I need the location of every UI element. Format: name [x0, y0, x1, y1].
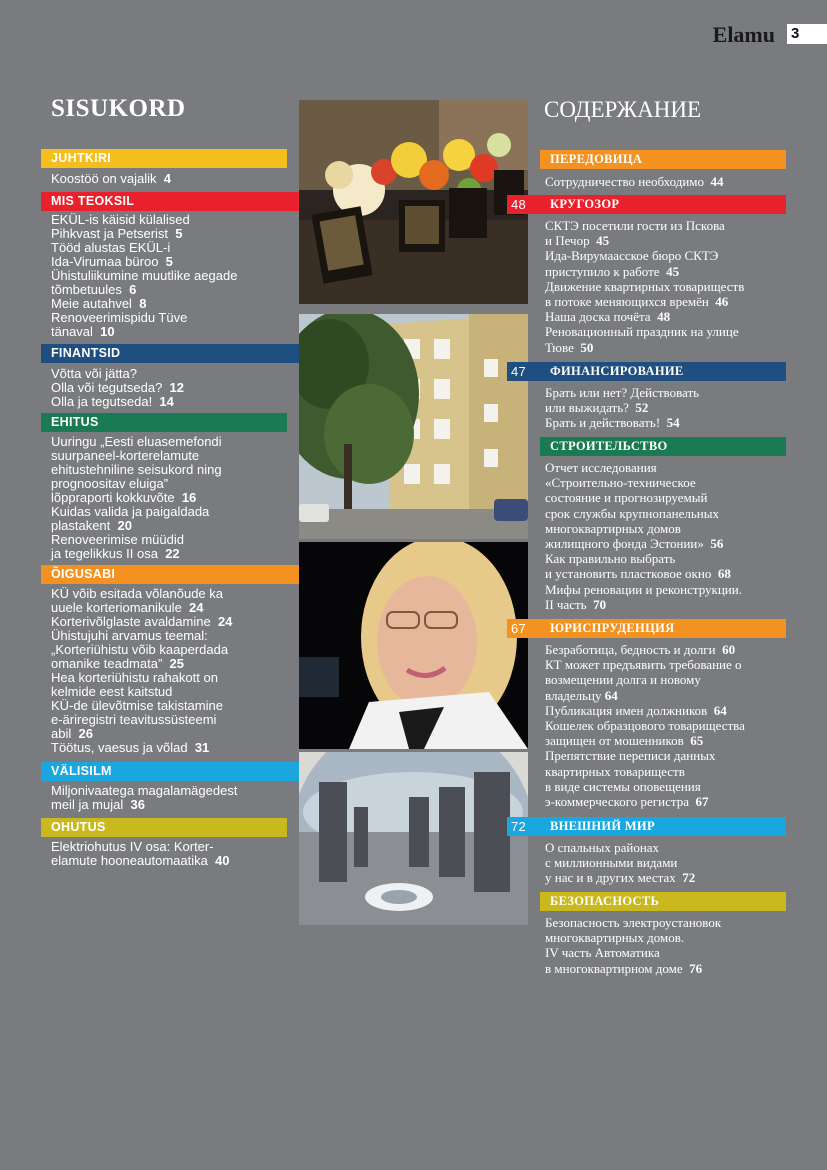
- toc-entry[interactable]: возмещении долга и новому: [545, 672, 701, 688]
- toc-entry[interactable]: в многоквартирном доме 76: [545, 960, 703, 976]
- section-heading: FINANTSID: [51, 346, 121, 360]
- et-section-juhtkiri-items: [51, 172, 291, 186]
- ru-section-krugozor-items: [545, 218, 790, 355]
- section-heading: ЮРИСПРУДЕНЦИЯ: [550, 621, 675, 635]
- toc-entry[interactable]: IV часть Автоматика: [545, 945, 660, 961]
- photo-page-number: 67: [511, 621, 527, 636]
- section-heading: БЕЗОПАСНОСТЬ: [550, 894, 660, 908]
- toc-entry[interactable]: с миллионными видами: [545, 855, 678, 871]
- toc-entry[interactable]: „Korteriühistu võib kaaperdada: [51, 642, 229, 657]
- et-section-finantsid[interactable]: [41, 344, 320, 363]
- et-section-finantsid-items: [51, 367, 291, 409]
- building-photo: [299, 314, 528, 539]
- et-section-valisilm-items: [51, 784, 291, 812]
- toc-entry[interactable]: Сотрудничество необходимо 44: [545, 174, 724, 189]
- toc-entry[interactable]: Кошелек образцового товарищества: [545, 718, 745, 734]
- city-view-photo: [299, 752, 528, 925]
- toc-title-estonian: SISUKORD: [51, 95, 186, 122]
- section-heading: СТРОИТЕЛЬСТВО: [550, 439, 668, 453]
- toc-entry[interactable]: КТ может предъявить требование о: [545, 657, 742, 673]
- photo-page-number: 72: [511, 819, 527, 834]
- toc-entry[interactable]: Renoveerimise müüdid: [51, 532, 184, 547]
- toc-entry[interactable]: Безработица, бедность и долги 60: [545, 642, 736, 657]
- toc-entry[interactable]: Ида-Вирумаасское бюро СКТЭ: [545, 248, 719, 264]
- toc-entry[interactable]: О спальных районах: [545, 840, 660, 855]
- toc-entry[interactable]: II часть 70: [545, 596, 607, 612]
- toc-entry[interactable]: Elektriohutus IV osa: Korter-: [51, 839, 214, 854]
- toc-entry[interactable]: владельцу 64: [545, 687, 618, 703]
- ru-section-finansirovanie[interactable]: [507, 362, 786, 381]
- toc-entry[interactable]: Koostöö on vajalik 4: [51, 171, 171, 186]
- et-section-oigusabi-items: [51, 587, 291, 755]
- toc-title-russian: СОДЕРЖАНИЕ: [544, 97, 702, 122]
- section-heading: VÄLISILM: [51, 764, 112, 778]
- toc-entry[interactable]: Hea korteriühistu rahakott on: [51, 670, 218, 685]
- toc-entry[interactable]: Ühistuliikumine muutlike aegade: [51, 268, 238, 283]
- toc-entry[interactable]: tõmbetuules 6: [51, 282, 137, 297]
- section-heading: OHUTUS: [51, 820, 106, 834]
- toc-entry[interactable]: prognoositav eluiga”: [51, 476, 169, 491]
- toc-entry[interactable]: tänaval 10: [51, 324, 115, 339]
- toc-entry[interactable]: состояние и прогнозируемый: [545, 490, 708, 506]
- woman-photo: [299, 542, 528, 749]
- toc-entry[interactable]: uuele korteriomanikule 24: [51, 600, 204, 615]
- et-section-oigusabi[interactable]: [41, 565, 320, 584]
- toc-entry[interactable]: Meie autahvel 8: [51, 296, 147, 311]
- toc-entry[interactable]: Препятствие переписи данных: [545, 748, 716, 764]
- toc-entry[interactable]: Движение квартирных товариществ: [545, 278, 745, 294]
- et-section-valisilm[interactable]: [41, 762, 320, 781]
- ru-section-bezopasnost-items: [545, 915, 790, 976]
- toc-entry[interactable]: Наша доска почёта 48: [545, 309, 671, 325]
- photo-page-number: 47: [511, 364, 527, 379]
- toc-entry[interactable]: elamute hooneautomaatika 40: [51, 853, 230, 868]
- toc-entry[interactable]: ja tegelikkus II osa 22: [51, 546, 180, 561]
- toc-entry[interactable]: Uuringu „Eesti eluasemefondi: [51, 434, 222, 449]
- toc-entry[interactable]: Tööd alustas EKÜL-i: [51, 240, 171, 255]
- toc-entry[interactable]: Брать или нет? Действовать: [545, 385, 700, 400]
- magazine-brand: Elamu: [712, 22, 775, 47]
- toc-entry[interactable]: э-коммерческого регистра 67: [545, 794, 709, 810]
- et-section-ehitus-items: [51, 435, 291, 561]
- toc-entry[interactable]: и Печор 45: [545, 233, 610, 249]
- toc-entry[interactable]: СКТЭ посетили гости из Пскова: [545, 218, 725, 233]
- ru-section-bezopasnost[interactable]: [540, 892, 786, 911]
- toc-entry[interactable]: многоквартирных домов: [545, 520, 681, 536]
- toc-entry[interactable]: жилищного фонда Эстонии» 56: [545, 536, 724, 552]
- toc-entry[interactable]: в потоке меняющихся времён 46: [545, 294, 729, 310]
- toc-entry[interactable]: Renoveerimispidu Tüve: [51, 310, 188, 325]
- et-section-ohutus-items: [51, 840, 291, 868]
- section-heading: EHITUS: [51, 415, 99, 429]
- toc-entry[interactable]: многоквартирных домов.: [545, 930, 685, 946]
- toc-entry[interactable]: у нас и в других местах 72: [545, 870, 696, 886]
- toc-entry[interactable]: Отчет исследования: [545, 460, 657, 475]
- ru-section-vneshniy-mir[interactable]: [507, 817, 786, 836]
- photo-page-number: 48: [511, 197, 527, 212]
- awards-photo: [299, 100, 528, 304]
- toc-entry[interactable]: suurpaneel-korterelamute: [51, 448, 200, 463]
- section-heading: ПЕРЕДОВИЦА: [550, 152, 643, 166]
- toc-entry[interactable]: срок службы крупнопанельных: [545, 505, 719, 521]
- toc-entry[interactable]: Публикация имен должников 64: [545, 702, 727, 718]
- toc-entry[interactable]: защищен от мошенников 65: [545, 733, 704, 749]
- ru-section-stroitelstvo[interactable]: [540, 437, 786, 456]
- section-heading: MIS TEOKSIL: [51, 194, 135, 208]
- ru-section-yurisprudentsiya-items: [545, 642, 790, 809]
- ru-section-peredovitsa-items: [545, 174, 790, 189]
- toc-entry[interactable]: abil 26: [51, 726, 93, 741]
- toc-entry[interactable]: Olla või tegutseda? 12: [51, 380, 184, 395]
- toc-entry[interactable]: meil ja mujal 36: [51, 797, 145, 812]
- toc-entry[interactable]: Брать и действовать! 54: [545, 415, 680, 431]
- toc-entry[interactable]: приступило к работе 45: [545, 263, 680, 279]
- page-number: 3: [787, 24, 827, 44]
- toc-entry[interactable]: plastakent 20: [51, 518, 132, 533]
- section-heading: ВНЕШНИЙ МИР: [550, 819, 655, 833]
- toc-entry[interactable]: KÜ võib esitada võlanõude ka: [51, 586, 224, 601]
- toc-entry[interactable]: Korterivõlglaste avaldamine 24: [51, 614, 233, 629]
- toc-entry[interactable]: omanike teadmata” 25: [51, 656, 184, 671]
- toc-entry[interactable]: Как правильно выбрать: [545, 551, 676, 567]
- toc-entry[interactable]: Безопасность электроустановок: [545, 915, 722, 930]
- et-section-ohutus[interactable]: [41, 818, 287, 837]
- toc-entry[interactable]: Ida-Virumaa büroo 5: [51, 254, 173, 269]
- ru-section-finansirovanie-items: [545, 385, 790, 431]
- toc-entry[interactable]: Мифы реновации и реконструкции.: [545, 581, 742, 597]
- toc-entry[interactable]: Ühistujuhi arvamus teemal:: [51, 628, 208, 643]
- toc-entry[interactable]: lõppraporti kokkuvõte 16: [51, 490, 197, 505]
- et-section-ehitus[interactable]: [41, 413, 287, 432]
- ru-section-peredovitsa[interactable]: [540, 150, 786, 169]
- toc-entry[interactable]: Kuidas valida ja paigaldada: [51, 504, 210, 519]
- toc-entry[interactable]: Võtta või jätta?: [51, 366, 137, 381]
- toc-entry[interactable]: ehitustehniline seisukord ning: [51, 462, 222, 477]
- ru-section-krugozor[interactable]: [507, 195, 786, 214]
- toc-entry[interactable]: Olla ja tegutseda! 14: [51, 394, 174, 409]
- toc-entry[interactable]: Miljonivaatega magalamägedest: [51, 783, 238, 798]
- toc-entry[interactable]: квартирных товариществ: [545, 763, 685, 779]
- section-heading: КРУГОЗОР: [550, 197, 620, 211]
- ru-section-vneshniy-mir-items: [545, 840, 790, 886]
- toc-entry[interactable]: или выжидать? 52: [545, 400, 649, 416]
- toc-entry[interactable]: Töötus, vaesus ja võlad 31: [51, 740, 210, 755]
- section-heading: ФИНАНСИРОВАНИЕ: [550, 364, 684, 378]
- toc-entry[interactable]: Реновационный праздник на улице: [545, 324, 739, 340]
- et-section-mis-teoksil-items: [51, 213, 291, 339]
- toc-entry[interactable]: KÜ-de ülevõtmise takistamine: [51, 698, 223, 713]
- toc-entry[interactable]: e-äriregistri teavitussüsteemi: [51, 712, 217, 727]
- et-section-mis-teoksil[interactable]: [41, 192, 320, 211]
- toc-entry[interactable]: «Строительно-техническое: [545, 475, 696, 491]
- toc-entry[interactable]: Pihkvast ja Petserist 5: [51, 226, 183, 241]
- toc-entry[interactable]: в виде системы оповещения: [545, 778, 701, 794]
- section-heading: ÕIGUSABI: [51, 567, 116, 581]
- toc-entry[interactable]: EKÜL-is käisid külalised: [51, 212, 190, 227]
- ru-section-stroitelstvo-items: [545, 460, 790, 612]
- ru-section-yurisprudentsiya[interactable]: [507, 619, 786, 638]
- et-section-juhtkiri[interactable]: [41, 149, 287, 168]
- toc-entry[interactable]: kelmide eest kaitstud: [51, 684, 173, 699]
- section-heading: JUHTKIRI: [51, 151, 112, 165]
- toc-entry[interactable]: Тюве 50: [545, 339, 594, 355]
- toc-entry[interactable]: и установить пластковое окно 68: [545, 566, 731, 582]
